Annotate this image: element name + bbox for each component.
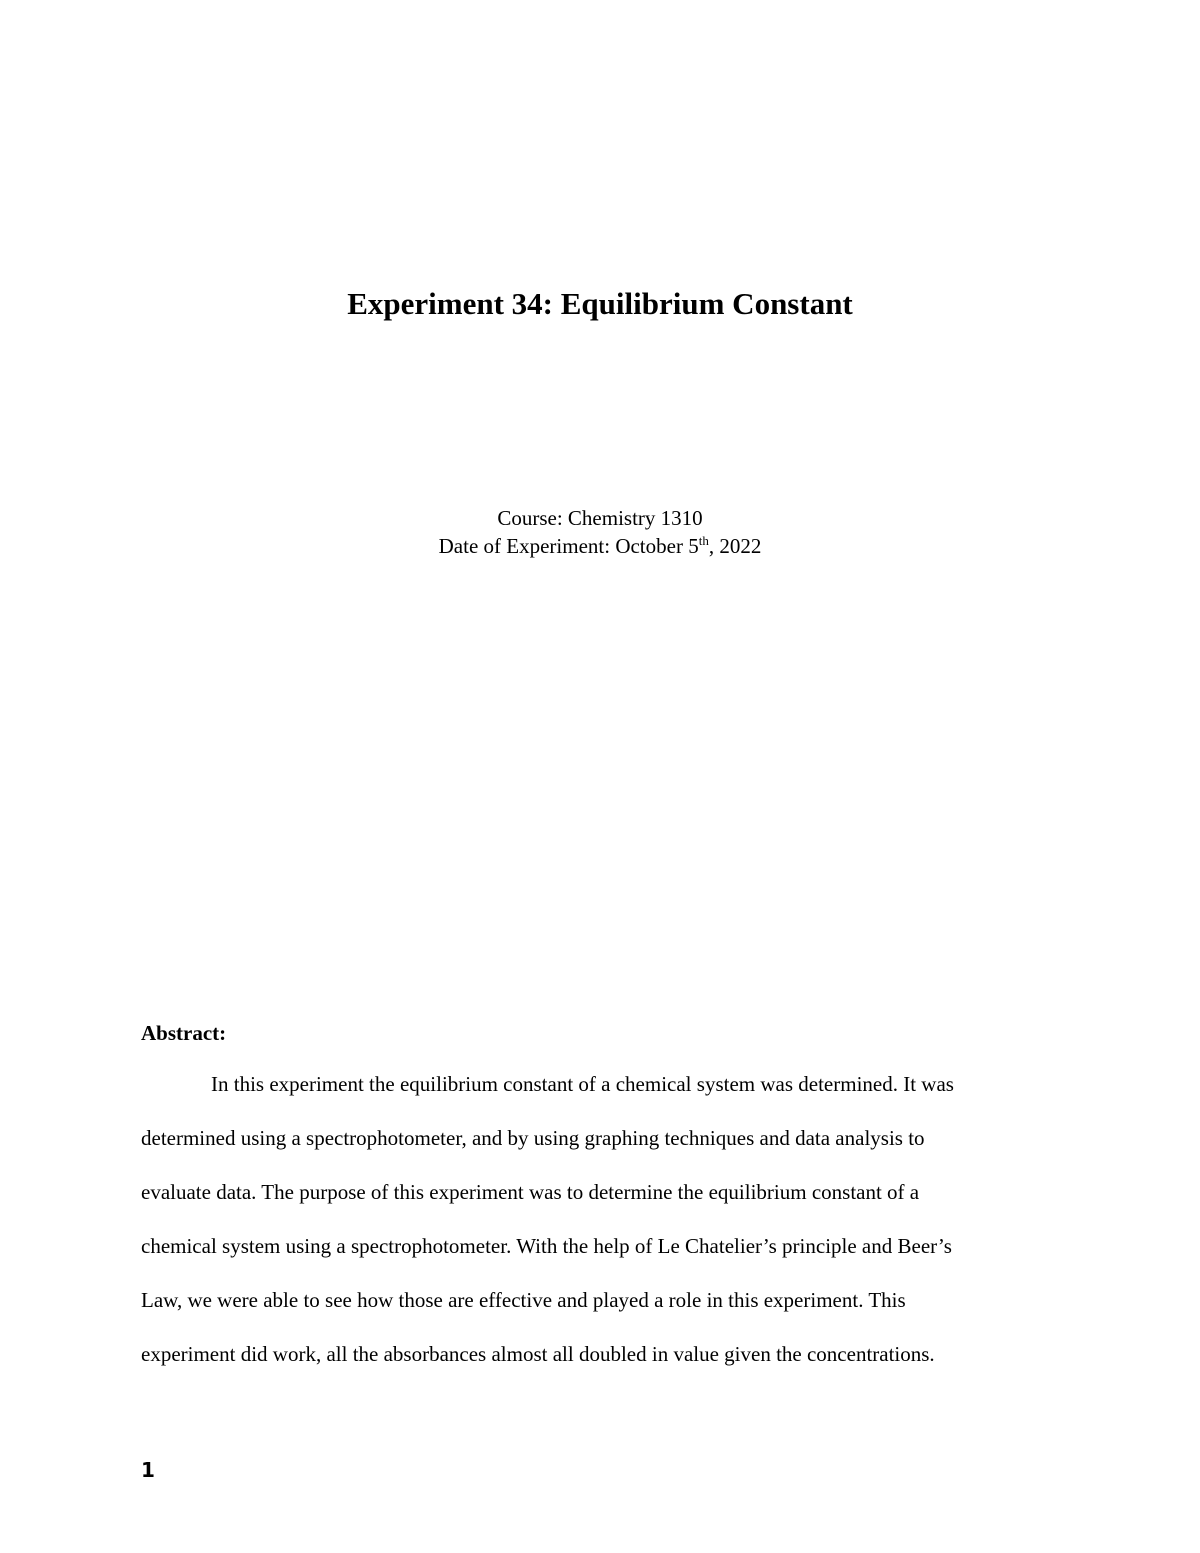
date-superscript: th <box>698 533 709 548</box>
page-title: Experiment 34: Equilibrium Constant <box>347 286 853 321</box>
abstract-line: experiment did work, all the absorbances almost all doubled in value given the concentrations. <box>141 1342 935 1366</box>
date-suffix: , 2022 <box>708 534 762 558</box>
abstract-line: Law, we were able to see how those are effective and played a role in this experiment. This <box>141 1288 906 1312</box>
date-line <box>0 532 1200 560</box>
abstract-line: evaluate data. The purpose of this experiment was to determine the equilibrium constant of a <box>141 1180 920 1204</box>
abstract-line: determined using a spectrophotometer, and by using graphing techniques and data analysis to <box>141 1126 925 1150</box>
abstract-heading: Abstract: <box>141 1021 227 1045</box>
course-line: Course: Chemistry 1310 <box>497 506 703 530</box>
page-number: 1 <box>141 1458 155 1482</box>
date-prefix: Date of Experiment: October 5 <box>438 534 699 558</box>
abstract-paragraph <box>141 1070 1061 1394</box>
experiment-info <box>0 504 1200 560</box>
abstract-line: In this experiment the equilibrium constant of a chemical system was determined. It was <box>211 1072 954 1096</box>
abstract-line: chemical system using a spectrophotometer. With the help of Le Chatelier’s principle and Beer’s <box>141 1234 952 1258</box>
